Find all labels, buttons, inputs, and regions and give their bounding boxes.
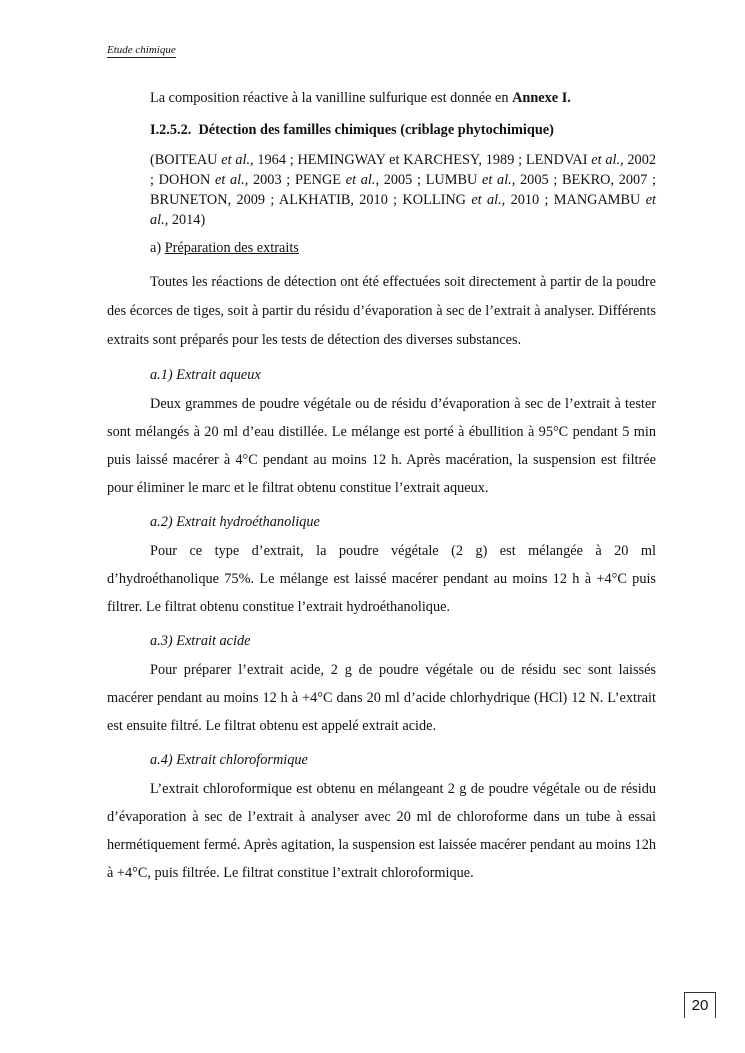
citation-text: (BOITEAU	[150, 152, 222, 168]
extract-heading-aqueous: a.1) Extrait aqueux	[150, 367, 261, 383]
section-number: I.2.5.2.	[150, 122, 192, 138]
extract-paragraph-acid: Pour préparer l’extrait acide, 2 g de poudre végétale ou de résidu sec sont laissés macérer pendant au moins 12 h à +4°C dans 20 ml d’acide chlorhydrique (HCl) 12 N. L’extrait est ensuite filtré. Le filtrat obtenu est appelé extrait acide.	[107, 662, 656, 734]
extract-heading-acid: a.3) Extrait acide	[150, 633, 251, 649]
citation-text: 2005 ; LUMBU	[379, 172, 483, 188]
subsection-title: Préparation des extraits	[164, 240, 299, 256]
running-header: Etude chimique	[107, 44, 176, 56]
citation-etal: et al.,	[215, 172, 249, 188]
section-title: Détection des familles chimiques (criblage phytochimique)	[198, 122, 554, 138]
extract-heading-hydroethanolic: a.2) Extrait hydroéthanolique	[150, 514, 320, 530]
citation-etal: et al.,	[471, 192, 506, 208]
annex-reference: Annexe I.	[512, 90, 571, 106]
citation-etal: et al.,	[591, 152, 624, 168]
citation-text: 2010 ; MANGAMBU	[505, 192, 646, 208]
intro-paragraph	[107, 86, 656, 110]
citation-etal: et al.	[221, 152, 251, 168]
citation-block	[107, 150, 656, 230]
extract-paragraph-hydroethanolic: Pour ce type d’extrait, la poudre végétale (2 g) est mélangée à 20 ml d’hydroéthanolique 75%. Le mélange est laissé macérer pendant au moins 12 h à +4°C puis filtrer. Le filtrat obtenu constitue l’extrait hydroéthanolique.	[107, 543, 656, 615]
extract-paragraph-aqueous: Deux grammes de poudre végétale ou de résidu d’évaporation à sec de l’extrait à tester sont mélangés à 20 ml d’eau distillée. Le mélange est porté à ébullition à 95°C pendant 5 min puis laissé macérer à 4°C pendant au moins 12 h. Après macération, la suspension est filtrée pour éliminer le marc et le filtrat obtenu constitue l’extrait aqueux.	[107, 396, 656, 496]
intro-text: La composition réactive à la vanilline sulfurique est donnée en	[150, 90, 513, 106]
extract-heading-chloroform: a.4) Extrait chloroformique	[150, 752, 308, 768]
extract-paragraph-chloroform: L’extrait chloroformique est obtenu en mélangeant 2 g de poudre végétale ou de résidu d’évaporation à sec de l’extrait à analyser avec 20 ml de chloroforme dans un tube à essai hermétiquement fermé. Après agitation, la suspension est laissée macérer pendant au moins 12h à +4°C, puis filtrée. Le filtrat constitue l’extrait chloroformique.	[107, 781, 656, 881]
page-number: 20	[684, 992, 716, 1018]
prep-paragraph: Toutes les réactions de détection ont été effectuées soit directement à partir de la poudre des écorces de tiges, soit à partir du résidu d’évaporation à sec de l’extrait à analyser. Différents extraits sont préparés pour les tests de détection des diverses substances.	[107, 274, 656, 348]
citation-text: 2005 ; BEKRO, 2007 ; BRUNETON, 2009 ; ALKHATIB, 2010 ; KOLLING	[150, 172, 656, 208]
citation-text: 2003 ; PENGE	[248, 172, 346, 188]
citation-text: , 1964 ; HEMINGWAY et KARCHESY, 1989 ; LENDVAI	[250, 152, 592, 168]
citation-text: 2014)	[168, 212, 206, 228]
citation-etal: et al.,	[150, 192, 657, 228]
citation-text: 2002 ; DOHON	[150, 152, 656, 188]
page-body	[107, 86, 656, 887]
citation-etal: et al.,	[345, 172, 380, 188]
section-heading	[107, 118, 656, 142]
citation-etal: et al.,	[482, 172, 516, 188]
subsection-marker: a)	[150, 240, 162, 256]
subsection-heading-prep	[107, 236, 656, 260]
